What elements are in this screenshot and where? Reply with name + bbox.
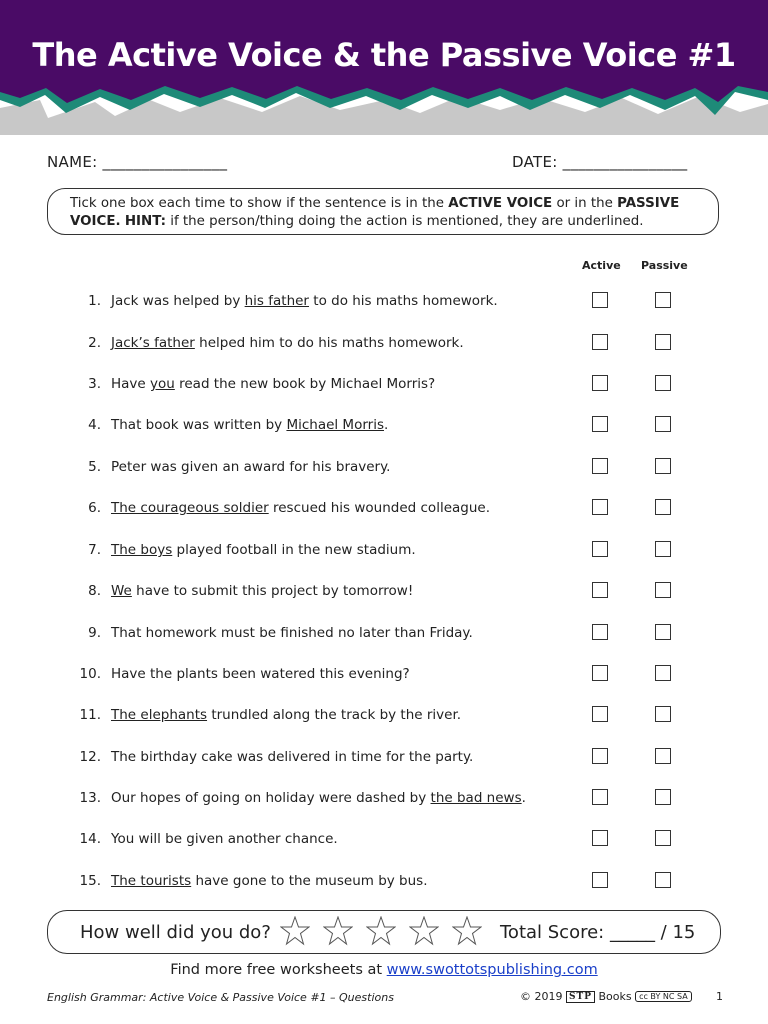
question-number: 1. [88, 293, 101, 309]
passive-checkbox[interactable] [655, 541, 671, 557]
question-row [0, 666, 768, 688]
instructions-box [47, 188, 719, 235]
active-column-header: Active [582, 259, 621, 272]
question-number: 12. [79, 749, 101, 765]
footer-copyright [520, 990, 692, 1003]
question-row [0, 749, 768, 771]
question-text [111, 459, 390, 475]
question-number: 10. [79, 666, 101, 682]
star-icon[interactable] [366, 916, 396, 946]
star-icon[interactable] [409, 916, 439, 946]
question-text-end: . [521, 790, 526, 806]
question-text [111, 417, 388, 433]
page-title: The Active Voice & the Passive Voice #1 [32, 36, 736, 74]
question-text-start: Our hopes of going on holiday were dashed by [111, 790, 431, 806]
question-number: 3. [88, 376, 101, 392]
passive-voice-label: PASSIVE VOICE. [70, 196, 680, 229]
question-text [111, 831, 338, 847]
question-row [0, 625, 768, 647]
active-checkbox[interactable] [592, 582, 608, 598]
question-text-end: played football in the new stadium. [172, 542, 416, 558]
question-row [0, 293, 768, 315]
question-row [0, 831, 768, 853]
question-text [111, 376, 435, 392]
passive-checkbox[interactable] [655, 334, 671, 350]
question-number: 14. [79, 831, 101, 847]
underlined-agent: The courageous soldier [111, 500, 269, 516]
underlined-agent: Michael Morris [286, 417, 384, 433]
date-field[interactable]: DATE: ________________ [512, 153, 688, 171]
question-text [111, 873, 428, 889]
passive-checkbox[interactable] [655, 706, 671, 722]
active-checkbox[interactable] [592, 665, 608, 681]
passive-checkbox[interactable] [655, 499, 671, 515]
active-checkbox[interactable] [592, 872, 608, 888]
passive-checkbox[interactable] [655, 458, 671, 474]
question-row [0, 459, 768, 481]
active-checkbox[interactable] [592, 830, 608, 846]
star-icon[interactable] [323, 916, 353, 946]
cc-license-icon: cc BY NC SA [635, 991, 692, 1002]
question-row [0, 790, 768, 812]
question-row [0, 417, 768, 439]
passive-checkbox[interactable] [655, 416, 671, 432]
active-checkbox[interactable] [592, 334, 608, 350]
question-text-start: Peter was given an award for his bravery. [111, 459, 391, 475]
question-text-end: have to submit this project by tomorrow! [131, 583, 414, 599]
underlined-agent: The elephants [111, 707, 208, 723]
instructions-text-2: or in the [552, 196, 618, 211]
question-text [111, 583, 413, 599]
question-row [0, 335, 768, 357]
question-text-start: Have [111, 376, 151, 392]
question-text-start: That homework must be finished no later than Friday. [111, 625, 473, 641]
question-text-end: to do his maths homework. [309, 293, 498, 309]
underlined-agent: The boys [111, 542, 173, 558]
question-text [111, 335, 464, 351]
active-checkbox[interactable] [592, 292, 608, 308]
total-score: Total Score: _____ / 15 [500, 922, 696, 943]
question-text-end: have gone to the museum by bus. [191, 873, 428, 889]
underlined-agent: Jack’s father [111, 335, 195, 351]
question-text [111, 666, 410, 682]
question-text-start: You will be given another chance. [111, 831, 338, 847]
question-number: 15. [79, 873, 101, 889]
score-question: How well did you do? [80, 922, 271, 943]
question-number: 2. [88, 335, 101, 351]
question-number: 11. [79, 707, 101, 723]
question-text-end: read the new book by Michael Morris? [174, 376, 436, 392]
question-text [111, 542, 416, 558]
underlined-agent: the bad news [430, 790, 522, 806]
passive-checkbox[interactable] [655, 830, 671, 846]
copyright-text: © 2019 [520, 990, 563, 1003]
question-text-start: Have the plants been watered this evening? [111, 666, 410, 682]
hint-text: if the person/thing doing the action is mentioned, they are underlined. [165, 214, 644, 229]
more-text: Find more free worksheets at [170, 962, 387, 978]
star-icon[interactable] [452, 916, 482, 946]
footer-title: English Grammar: Active Voice & Passive Voice #1 – Questions [47, 991, 394, 1004]
hint-label: HINT: [124, 214, 166, 229]
active-voice-label: ACTIVE VOICE [448, 196, 553, 211]
question-text-end: . [384, 417, 389, 433]
passive-checkbox[interactable] [655, 872, 671, 888]
question-row [0, 873, 768, 895]
active-checkbox[interactable] [592, 458, 608, 474]
name-field[interactable]: NAME: ________________ [47, 153, 228, 171]
underlined-agent: We [111, 583, 132, 599]
question-text [111, 500, 490, 516]
stp-logo: STP [566, 991, 595, 1003]
question-text [111, 625, 473, 641]
passive-checkbox[interactable] [655, 375, 671, 391]
active-checkbox[interactable] [592, 789, 608, 805]
question-number: 5. [88, 459, 101, 475]
question-row [0, 500, 768, 522]
passive-checkbox[interactable] [655, 748, 671, 764]
question-number: 4. [88, 417, 101, 433]
passive-column-header: Passive [641, 259, 688, 272]
passive-checkbox[interactable] [655, 665, 671, 681]
question-text-end: rescued his wounded colleague. [268, 500, 490, 516]
underlined-agent: his father [244, 293, 309, 309]
active-checkbox[interactable] [592, 541, 608, 557]
underlined-agent: you [150, 376, 175, 392]
question-text-start: Jack was helped by [111, 293, 245, 309]
active-checkbox[interactable] [592, 416, 608, 432]
header-banner [0, 0, 768, 135]
question-text [111, 707, 461, 723]
star-icon[interactable] [280, 916, 310, 946]
score-box [47, 910, 721, 954]
question-row [0, 376, 768, 398]
passive-checkbox[interactable] [655, 292, 671, 308]
question-number: 13. [79, 790, 101, 806]
question-text [111, 790, 526, 806]
question-text [111, 749, 473, 765]
active-checkbox[interactable] [592, 624, 608, 640]
more-worksheets [0, 962, 768, 978]
underlined-agent: The tourists [111, 873, 192, 889]
books-text: Books [598, 990, 632, 1003]
passive-checkbox[interactable] [655, 624, 671, 640]
question-number: 8. [88, 583, 101, 599]
question-row [0, 707, 768, 729]
active-checkbox[interactable] [592, 748, 608, 764]
question-number: 6. [88, 500, 101, 516]
website-link[interactable]: www.swottotspublishing.com [386, 962, 598, 978]
question-text-end: helped him to do his maths homework. [194, 335, 464, 351]
question-text-start: The birthday cake was delivered in time for the party. [111, 749, 474, 765]
question-text-end: trundled along the track by the river. [207, 707, 462, 723]
page-number: 1 [716, 990, 723, 1003]
passive-checkbox[interactable] [655, 582, 671, 598]
question-text [111, 293, 498, 309]
question-number: 7. [88, 542, 101, 558]
active-checkbox[interactable] [592, 706, 608, 722]
instructions-text: Tick one box each time to show if the sentence is in the [70, 196, 449, 211]
active-checkbox[interactable] [592, 499, 608, 515]
question-number: 9. [88, 625, 101, 641]
question-row [0, 583, 768, 605]
passive-checkbox[interactable] [655, 789, 671, 805]
question-text-start: That book was written by [111, 417, 287, 433]
question-row [0, 542, 768, 564]
active-checkbox[interactable] [592, 375, 608, 391]
